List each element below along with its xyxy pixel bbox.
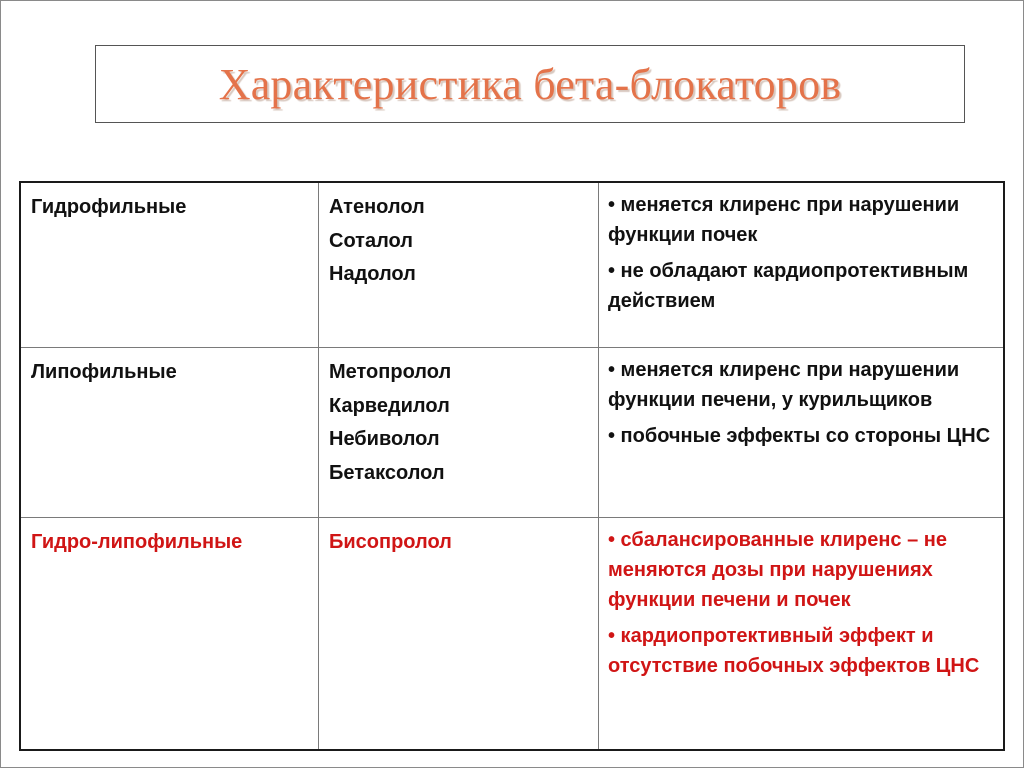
- table-cell-group: [21, 518, 319, 749]
- property-item: • сбалансированные клиренс – не меняются дозы при нарушениях функции печени и почек: [608, 529, 947, 611]
- property-item: • меняется клиренс при нарушении функции печени, у курильщиков: [608, 359, 960, 411]
- table-cell-properties: [599, 518, 1003, 749]
- drug-name: Соталол: [329, 229, 413, 252]
- drug-name: Метопролол: [329, 361, 452, 383]
- table-cell-drugs: [319, 348, 599, 518]
- property-item: • не обладают кардиопротективным действием: [608, 260, 969, 312]
- drug-name: Небиволол: [329, 428, 440, 450]
- drug-name: Бетаксолол: [329, 461, 445, 484]
- table-cell-properties: [599, 348, 1003, 518]
- table-cell-drugs: [319, 183, 599, 348]
- property-item: • меняется клиренс при нарушении функции почек: [608, 194, 960, 246]
- group-label: Липофильные: [31, 361, 177, 383]
- drug-name: Атенолол: [329, 196, 425, 218]
- group-label: Гидро-липофильные: [31, 531, 243, 553]
- property-item: • кардиопротективный эффект и отсутствие побочных эффектов ЦНС: [608, 625, 980, 677]
- drug-name: Бисопролол: [329, 531, 452, 553]
- drug-name: Карведилол: [329, 394, 450, 417]
- property-item: • побочные эффекты со стороны ЦНС: [608, 425, 991, 447]
- title-box: [95, 45, 965, 123]
- page-title: Характеристика бета-блокаторов: [218, 59, 842, 109]
- beta-blockers-table: [19, 181, 1005, 751]
- table-cell-group: [21, 183, 319, 348]
- table-cell-group: [21, 348, 319, 518]
- drug-name: Надолол: [329, 263, 416, 285]
- table-cell-properties: [599, 183, 1003, 348]
- group-label: Гидрофильные: [31, 196, 187, 218]
- table-cell-drugs: [319, 518, 599, 749]
